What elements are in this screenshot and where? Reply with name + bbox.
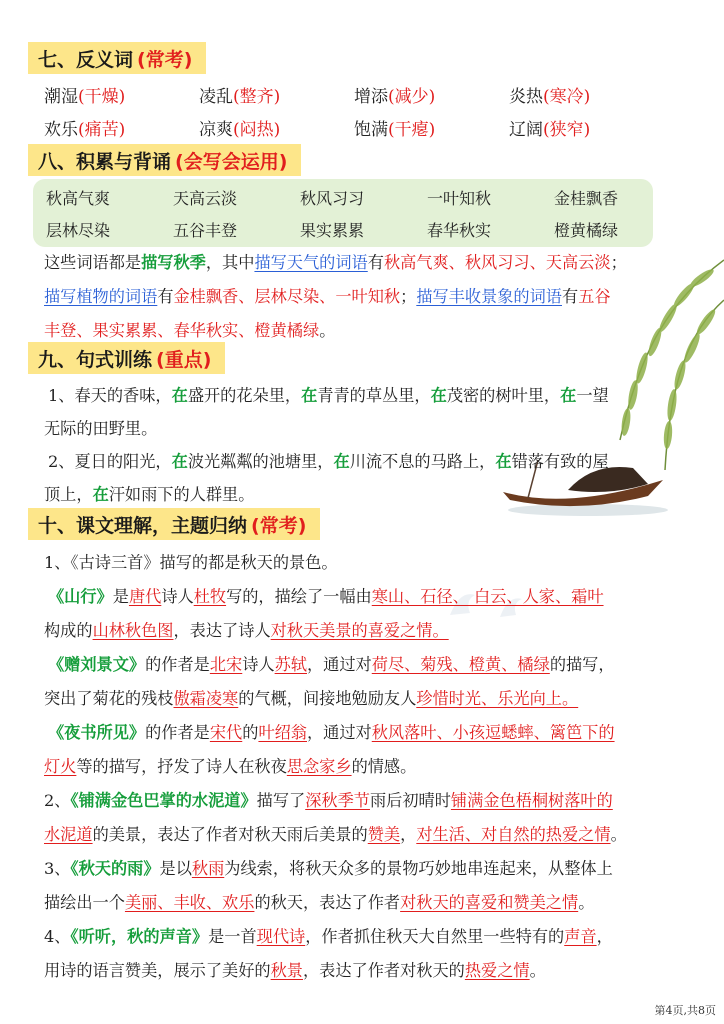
text-span: 在 <box>333 452 350 471</box>
text-span: 描写天气的词语 <box>254 253 368 272</box>
text-span: 茂密的树叶里， <box>446 386 561 405</box>
text-span: ； <box>610 253 627 272</box>
antonym-row <box>44 111 664 144</box>
idiom: 一叶知秋 <box>427 188 492 208</box>
text-span: (闷热) <box>233 120 281 140</box>
text-span: 傲霜凌寒 <box>173 689 239 708</box>
idiom: 金桂飘香 <box>554 188 619 208</box>
idiom-row <box>46 213 681 245</box>
text-span: 热爱之情 <box>464 961 530 980</box>
text-span: 的气概，间接地勉励友人 <box>238 689 417 708</box>
text-span: 的情感。 <box>351 757 417 776</box>
text-comprehension <box>44 546 627 988</box>
text-span: (寒冷) <box>543 87 591 107</box>
text-span: 突出了菊花的残枝 <box>44 689 174 708</box>
text-span: 无际的田野里。 <box>44 419 158 438</box>
text-span: 有 <box>367 253 384 272</box>
text-span: 水泥道 <box>44 825 93 844</box>
text-span: 是 <box>112 587 129 606</box>
text-span: 潮湿 <box>44 87 78 107</box>
text-line <box>44 412 609 445</box>
antonym-pair <box>44 115 199 140</box>
text-span: 欢乐 <box>44 120 78 140</box>
text-span: 金桂飘香、层林尽染、一叶知秋 <box>173 287 401 306</box>
page-number: 第4页,共8页 <box>654 1004 716 1017</box>
text-line <box>44 750 627 784</box>
text-span: 寒山、石径、 白云、人家、霜叶 <box>371 587 604 606</box>
text-span: ，通过对 <box>307 655 372 674</box>
antonym-pair <box>354 82 509 107</box>
text-span: (狭窄) <box>543 120 591 140</box>
text-span: 诗人 <box>161 587 194 606</box>
text-line <box>48 379 609 412</box>
idiom: 秋风习习 <box>300 188 365 208</box>
text-span: 《听听，秋的声音》 <box>70 927 209 946</box>
text-span: 唐代 <box>128 587 162 606</box>
antonym-pair <box>354 115 509 140</box>
text-span: 在 <box>171 386 188 405</box>
text-span: 思念家乡 <box>286 757 352 776</box>
text-span: 《秋天的雨》 <box>70 859 160 878</box>
text-line <box>44 852 627 886</box>
antonym-grid <box>44 78 664 144</box>
text-span: 描绘出一个 <box>44 893 125 912</box>
section-9-heading <box>28 342 225 374</box>
text-span: 《铺满金色巴掌的水泥道》 <box>70 791 257 810</box>
text-span: 青青的草丛里， <box>317 386 431 405</box>
text-span: 声音 <box>564 927 597 946</box>
text-span: 在 <box>560 386 577 405</box>
text-line <box>44 920 627 954</box>
text-span: 珍惜时光、乐光向上。 <box>416 689 579 708</box>
text-span: 辽阔 <box>509 120 543 140</box>
text-span: ，表达了诗人 <box>173 621 271 640</box>
text-span: 凌乱 <box>199 87 233 107</box>
text-span: 1、春天的香味， <box>48 386 172 405</box>
section-7-tag: (常考) <box>137 48 193 71</box>
text-span: 的 <box>242 723 259 742</box>
text-span: 炎热 <box>509 87 543 107</box>
idiom: 果实累累 <box>300 220 365 240</box>
text-line <box>44 784 627 818</box>
text-span: 的描写， <box>549 655 615 674</box>
text-span: (痛苦) <box>78 120 126 140</box>
text-span: 对生活、对自然的热爱之情 <box>416 825 611 844</box>
text-span: 秋风落叶、小孩逗蟋蟀、篱笆下的 <box>371 723 615 742</box>
text-span: 叶绍翁 <box>258 723 307 742</box>
text-span: 荷尽、菊残、橙黄、橘绿 <box>371 655 550 674</box>
text-span: ， <box>400 825 417 844</box>
text-span: 是一首 <box>208 927 257 946</box>
text-span: 在 <box>495 452 512 471</box>
idiom: 秋高气爽 <box>46 188 111 208</box>
idiom: 五谷丰登 <box>173 220 238 240</box>
text-span: 有 <box>157 287 174 306</box>
text-span: 赞美 <box>367 825 401 844</box>
text-span: 在 <box>171 452 188 471</box>
text-span: 在 <box>430 386 447 405</box>
text-span: ， <box>596 927 613 946</box>
text-line <box>44 478 609 511</box>
section-8-heading <box>28 144 301 176</box>
text-line <box>44 280 627 314</box>
section-10-title: 十、课文理解，主题归纳 <box>38 514 248 537</box>
text-span: (减少) <box>388 87 436 107</box>
antonym-row <box>44 78 664 111</box>
text-span: 4、 <box>44 927 71 946</box>
text-span: 3、 <box>44 859 71 878</box>
idiom: 春华秋实 <box>427 220 492 240</box>
text-span: ，表达了作者对秋天的 <box>303 961 465 980</box>
text-span: 的作者是 <box>145 655 210 674</box>
text-span: 秋雨 <box>191 859 225 878</box>
text-line <box>44 246 627 280</box>
text-span: 增添 <box>354 87 388 107</box>
text-span: 丰登、果实累累、春华秋实、橙黄橘绿 <box>44 321 320 340</box>
section-9-tag: (重点) <box>156 348 212 371</box>
text-span: ，通过对 <box>307 723 372 742</box>
text-span: 用诗的语言赞美，展示了美好的 <box>44 961 271 980</box>
text-span: 一望 <box>576 386 609 405</box>
text-span: ，作者抓住秋天大自然里一些特有的 <box>305 927 565 946</box>
idiom: 天高云淡 <box>173 188 238 208</box>
antonym-pair <box>44 82 199 107</box>
text-span: 构成的 <box>44 621 93 640</box>
text-span: 苏轼 <box>274 655 307 674</box>
text-span: 等的描写，抒发了诗人在秋夜 <box>76 757 287 776</box>
text-span: 《赠刘景文》 <box>48 655 146 674</box>
text-span: 盛开的花朵里， <box>187 386 302 405</box>
section-10-tag: (常考) <box>251 514 307 537</box>
section-10-heading <box>28 508 320 540</box>
idiom-note <box>44 246 627 348</box>
sentence-practice <box>44 379 609 511</box>
text-line <box>44 648 627 682</box>
text-span: 顶上， <box>44 485 93 504</box>
text-span: 北宋 <box>209 655 243 674</box>
text-span: (整齐) <box>233 87 281 107</box>
text-span: 。 <box>578 893 595 912</box>
antonym-pair <box>199 115 354 140</box>
section-8-title: 八、积累与背诵 <box>38 150 172 173</box>
text-span: 宋代 <box>209 723 243 742</box>
text-span: 描写了 <box>256 791 306 810</box>
text-line <box>44 614 627 648</box>
text-span: 。 <box>319 321 336 340</box>
text-span: 的秋天，表达了作者 <box>254 893 401 912</box>
text-span: ； <box>400 287 417 306</box>
section-8-tag: (会写会运用) <box>175 150 288 173</box>
text-span: 为线索，将秋天众多的景物巧妙地串连起来，从整体上 <box>224 859 613 878</box>
text-span: 描写植物的词语 <box>44 287 158 306</box>
idiom: 层林尽染 <box>46 220 111 240</box>
text-span: 的美景，表达了作者对秋天雨后美景的 <box>92 825 368 844</box>
text-line <box>48 445 609 478</box>
text-line <box>44 886 627 920</box>
text-span: 深秋季节 <box>305 791 370 810</box>
text-line <box>44 818 627 852</box>
idiom-grid <box>46 181 681 245</box>
text-line <box>44 954 627 988</box>
text-span: 《山行》 <box>48 587 113 606</box>
text-span: 《夜书所见》 <box>48 723 146 742</box>
text-span: 写的，描绘了一幅由 <box>226 587 372 606</box>
text-span: 在 <box>301 386 318 405</box>
text-span: (干瘪) <box>388 120 436 140</box>
text-span: 是以 <box>159 859 192 878</box>
text-line <box>44 546 627 580</box>
text-line <box>44 580 627 614</box>
text-span: 1、《古诗三首》描写的都是秋天的景色。 <box>44 553 338 572</box>
text-span: 对秋天的喜爱和赞美之情 <box>400 893 579 912</box>
section-7-heading <box>28 42 206 74</box>
text-span: 描写丰收景象的词语 <box>416 287 562 306</box>
text-span: 2、 <box>44 791 71 810</box>
antonym-pair <box>199 82 354 107</box>
text-line <box>44 682 627 716</box>
text-line <box>44 716 627 750</box>
idiom-row <box>46 181 681 213</box>
text-span: 杜牧 <box>193 587 227 606</box>
text-span: 汗如雨下的人群里。 <box>108 485 255 504</box>
antonym-pair <box>509 115 664 140</box>
text-span: 波光粼粼的池塘里， <box>187 452 334 471</box>
text-span: 凉爽 <box>199 120 233 140</box>
section-7-title: 七、反义词 <box>38 48 134 71</box>
text-span: ，其中 <box>205 253 255 272</box>
text-span: 铺满金色梧桐树落叶的 <box>450 791 613 810</box>
text-span: 在 <box>92 485 109 504</box>
text-span: 秋高气爽、秋风习习、天高云淡 <box>383 253 611 272</box>
text-span: 错落有致的屋 <box>511 452 609 471</box>
text-span: 饱满 <box>354 120 388 140</box>
text-span: 对秋天美景的喜爱之情。 <box>270 621 449 640</box>
text-span: 2、夏日的阳光， <box>48 452 172 471</box>
text-span: 有 <box>562 287 579 306</box>
text-span: 。 <box>610 825 627 844</box>
text-span: 川流不息的马路上， <box>349 452 496 471</box>
text-span: 的作者是 <box>145 723 210 742</box>
text-span: 灯火 <box>44 757 77 776</box>
text-span: 现代诗 <box>256 927 306 946</box>
text-span: (干燥) <box>78 87 126 107</box>
text-span: 。 <box>529 961 546 980</box>
text-span: 山林秋色图 <box>92 621 174 640</box>
text-span: 诗人 <box>242 655 275 674</box>
text-span: 美丽、丰收、欢乐 <box>124 893 255 912</box>
idiom: 橙黄橘绿 <box>554 220 619 240</box>
text-span: 这些词语都是 <box>44 253 142 272</box>
text-span: 秋景 <box>270 961 303 980</box>
antonym-pair <box>509 82 664 107</box>
text-span: 五谷 <box>578 287 611 306</box>
text-span: 描写秋季 <box>141 253 206 272</box>
text-span: 雨后初晴时 <box>369 791 451 810</box>
section-9-title: 九、句式训练 <box>38 348 153 371</box>
